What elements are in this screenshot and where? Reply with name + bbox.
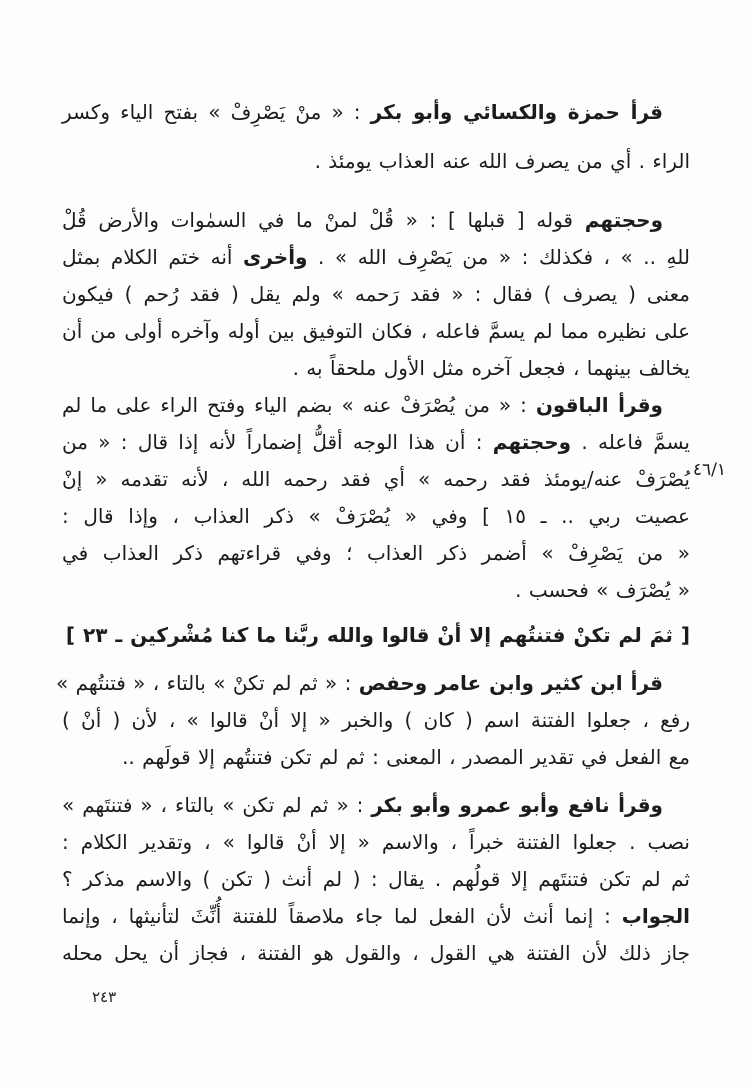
text-segment: عصيت ربي .. ـ ١٥ ] وفي « يُصْرَفْ » ذكر العذاب ، وإذا قال :: [62, 504, 690, 528]
text-segment: يسمَّ فاعله .: [571, 430, 690, 454]
text-block: [56, 88, 690, 972]
text-line: [62, 387, 690, 424]
text-segment: : « ثم لم تكنْ » بالتاء ، « فتنتُهم »: [56, 671, 359, 695]
text-line: [62, 935, 690, 972]
text-segment: معنى ( يصرف ) فقال : « فقد رَحمه » ولم يقل ( فقد رُحم ) فيكون: [62, 282, 690, 306]
text-line: [62, 535, 690, 572]
text-line: [62, 824, 690, 861]
text-segment: قوله [ قبلها ] : « قُلْ لمنْ ما في السمٰوات والأرض قُلْ: [62, 208, 585, 232]
bold-lead-text: وقرأ الباقون: [535, 393, 663, 417]
text-segment: رفع ، جعلوا الفتنة اسم ( كان ) والخبر « إلا أنْ قالوا » ، لأن ( أنْ ): [62, 708, 690, 732]
text-line: [62, 898, 690, 935]
text-line: [56, 665, 690, 702]
text-line: [62, 787, 690, 824]
verse-citation: [62, 617, 690, 654]
bold-lead-text: وحجتهم: [492, 430, 572, 454]
bold-lead-text: وقرأ نافع وأبو عمرو وأبو بكر: [371, 793, 663, 817]
paragraph-their-argument: [62, 202, 690, 387]
text-segment: أنه ختم الكلام بمثل: [62, 245, 244, 269]
text-segment: : « ثم لم تكن » بالتاء ، « فتنتَهم »: [62, 793, 372, 817]
text-segment: : « من يُصْرَفْ عنه » بضم الياء وفتح الراء على ما لم: [62, 393, 536, 417]
bold-lead-text: الجواب: [621, 904, 690, 928]
paragraph-ibnkathir-ibnamir-hafs: [56, 665, 690, 776]
text-line: [62, 202, 690, 239]
text-segment: : « منْ يَصْرِفْ » بفتح الياء وكسر: [62, 100, 371, 124]
text-segment: جاز ذلك لأن الفتنة هي القول ، والقول هو الفتنة ، فجاز أن يحل محله: [62, 941, 690, 965]
text-line: [62, 276, 690, 313]
text-segment: : إنما أنث لأن الفعل لما جاء ملاصقاً للفتنة أُنِّثَ لتأنيثها ، وإنما: [62, 904, 622, 928]
bold-lead-text: قرأ ابن كثير وابن عامر وحفص: [358, 671, 663, 695]
text-segment: : أن هذا الوجه أقلُّ إضماراً لأنه إذا قال : « من: [62, 430, 493, 454]
text-line: [62, 137, 690, 186]
text-segment: الراء . أي من يصرف الله عنه العذاب يومئذ .: [314, 149, 690, 173]
paragraph-hamza-kisai-abubakr: [62, 88, 690, 186]
text-line: [62, 424, 690, 461]
text-segment: للهِ .. » ، فكذلك : « من يَصْرِف الله » .: [307, 245, 690, 269]
text-line: [62, 88, 690, 137]
text-segment: نصب . جعلوا الفتنة خبراً ، والاسم « إلا أنْ قالوا » ، وتقدير الكلام :: [62, 830, 690, 854]
text-line: [62, 739, 690, 776]
text-segment: « من يَصْرِفْ » أضمر ذكر العذاب ؛ وفي قراءتهم ذكر العذاب في: [62, 541, 690, 565]
text-segment: يُصْرَفْ عنه/يومئذ فقد رحمه » أي فقد رحمه الله ، لأنه تقدمه « إنْ: [62, 467, 690, 491]
text-line: [62, 350, 690, 387]
text-line: [62, 617, 690, 654]
text-segment: « يُصْرَف » فحسب .: [515, 578, 690, 602]
text-line: [62, 861, 690, 898]
text-segment: على نظيره مما لم يسمَّ فاعله ، فكان التوفيق بين أوله وآخره أولى من أن: [62, 319, 690, 343]
text-line: [62, 313, 690, 350]
text-line: [62, 239, 690, 276]
paragraph-nafi-abuamr-abubakr: [62, 787, 690, 972]
text-segment: ثم لم تكن فتنتَهم إلا قولُهم . يقال : ( لم أنث ( تكن ) والاسم مذكر ؟: [62, 867, 690, 891]
page-number: ٢٤٣: [92, 988, 117, 1006]
paragraph-baqun-reading: [62, 387, 690, 609]
bold-lead-text: قرأ حمزة والكسائي وأبو بكر: [370, 100, 663, 124]
text-segment: يخالف بينهما ، فجعل آخره مثل الأول ملحقاً به .: [292, 356, 690, 380]
text-line: [62, 498, 690, 535]
bold-lead-text: وأخرى: [243, 245, 308, 269]
text-line: [62, 702, 690, 739]
text-segment: مع الفعل في تقدير المصدر ، المعنى : ثم لم تكن فتنتُهم إلا قولَهم ..: [122, 745, 690, 769]
text-line: [62, 572, 690, 609]
folio-margin-note: ٤٦/١: [692, 460, 726, 480]
text-line: [62, 461, 690, 498]
bold-lead-text: [ ثمَ لم تكنْ فتنتُهم إلا أنْ قالوا والله ربَّنا ما كنا مُشْركين ـ ٢٣ ]: [65, 623, 690, 647]
bold-lead-text: وحجتهم: [584, 208, 663, 232]
